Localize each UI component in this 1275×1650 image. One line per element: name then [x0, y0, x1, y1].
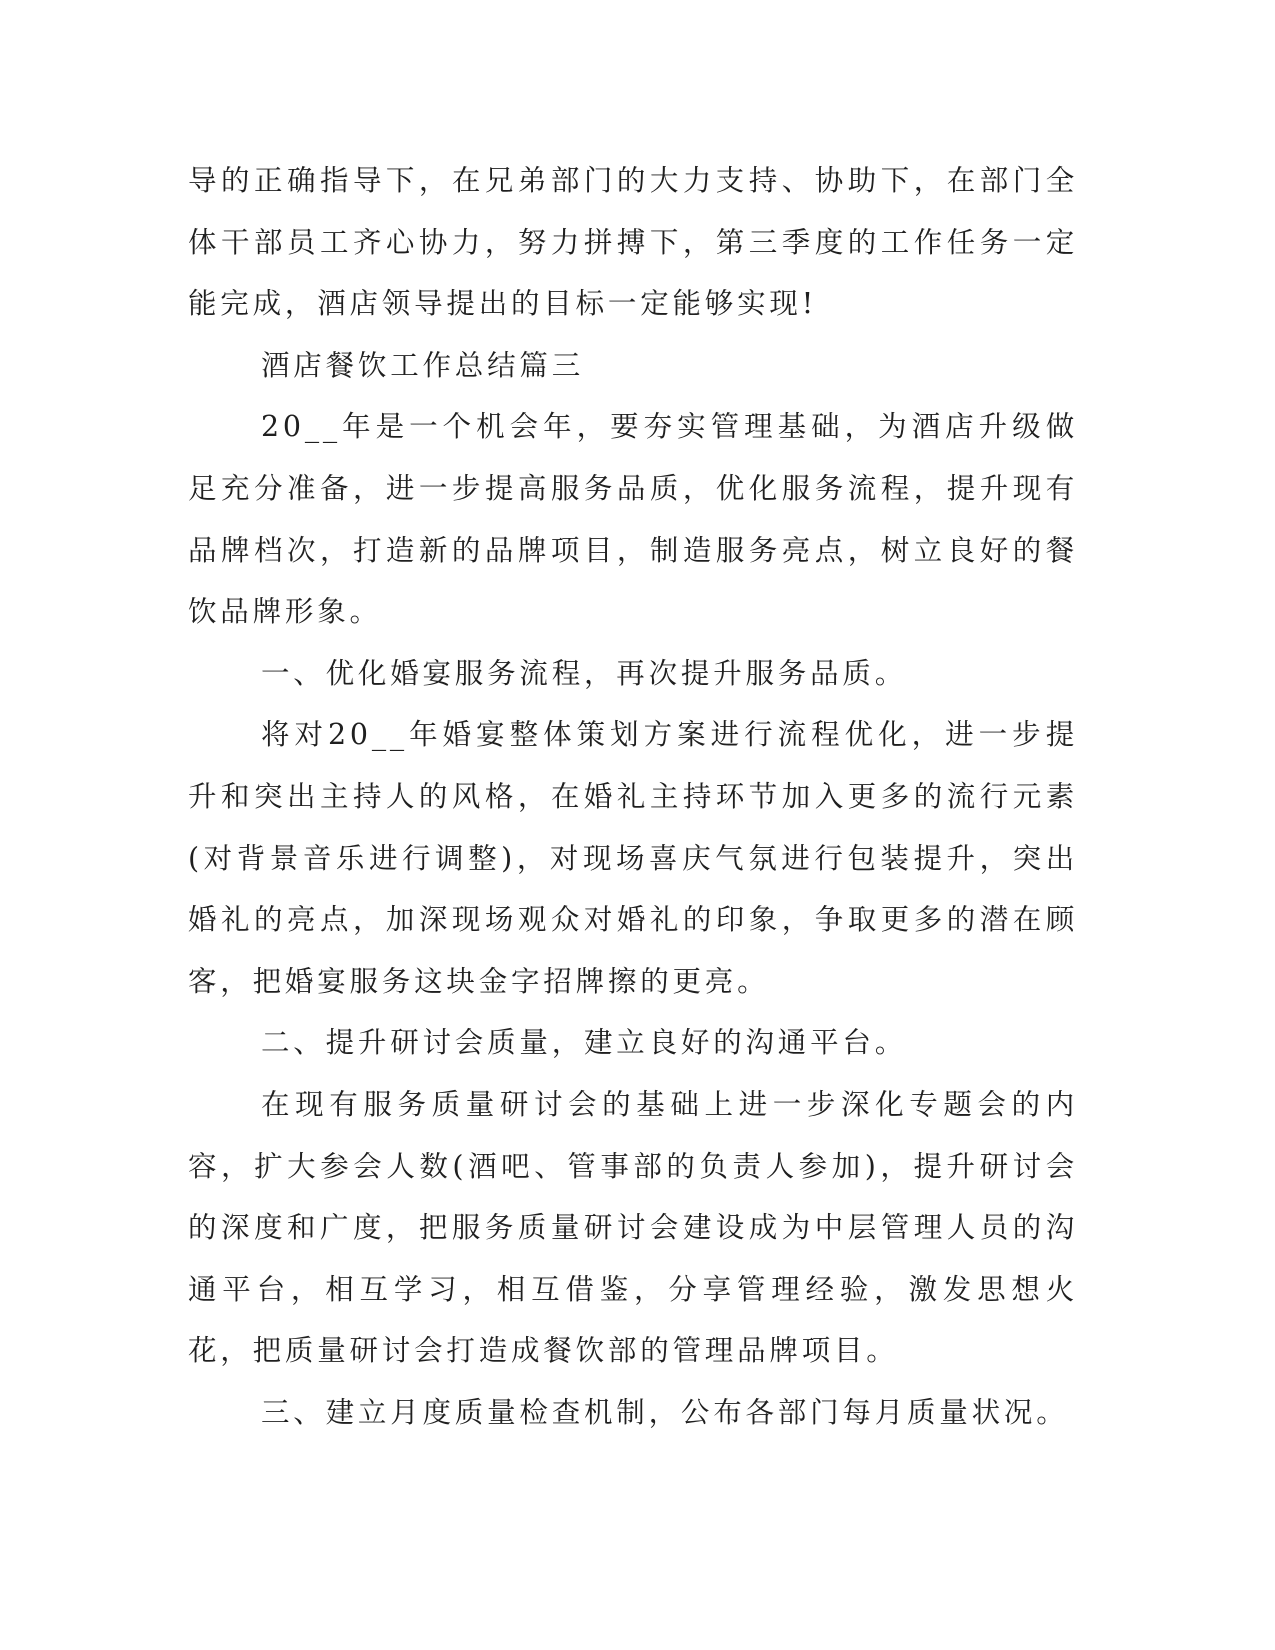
body-paragraph-continuation: 导的正确指导下，在兄弟部门的大力支持、协助下，在部门全体干部员工齐心协力，努力拼搏下，第三季度的工作任务一定能完成，酒店领导提出的目标一定能够实现!: [188, 164, 1078, 321]
heading-point-three: 三、建立月度质量检查机制，公布各部门每月质量状况。: [261, 1395, 1069, 1429]
heading-point-one: 一、优化婚宴服务流程，再次提升服务品质。: [261, 656, 908, 690]
section-title: 酒店餐饮工作总结篇三: [261, 348, 585, 382]
document-page: [188, 150, 1078, 1443]
body-paragraph-point-one: 将对20__年婚宴整体策划方案进行流程优化，进一步提升和突出主持人的风格，在婚礼主持环节加入更多的流行元素(对背景音乐进行调整)，对现场喜庆气氛进行包装提升，突出婚礼的亮点，加深现场观众对婚礼的印象，争取更多的潜在顾客，把婚宴服务这块金字招牌擦的更亮。: [188, 718, 1078, 998]
body-paragraph-point-two: 在现有服务质量研讨会的基础上进一步深化专题会的内容，扩大参会人数(酒吧、管事部的负责人参加)，提升研讨会的深度和广度，把服务质量研讨会建设成为中层管理人员的沟通平台，相互学习，相互借鉴，分享管理经验，激发思想火花，把质量研讨会打造成餐饮部的管理品牌项目。: [188, 1087, 1078, 1368]
body-paragraph-intro: 20__年是一个机会年，要夯实管理基础，为酒店升级做足充分准备，进一步提高服务品质，优化服务流程，提升现有品牌档次，打造新的品牌项目，制造服务亮点，树立良好的餐饮品牌形象。: [188, 410, 1078, 629]
heading-point-two: 二、提升研讨会质量，建立良好的沟通平台。: [261, 1026, 908, 1060]
